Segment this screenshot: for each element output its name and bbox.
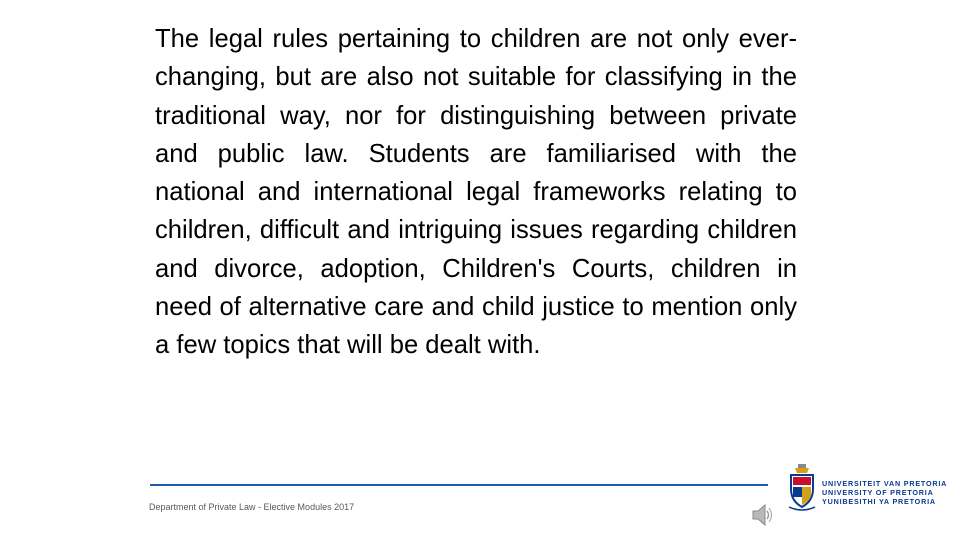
- university-names: [822, 479, 947, 506]
- slide-body-text: The legal rules pertaining to children are not only ever-changing, but are also not suitable for classifying in the traditional way, nor for distinguishing between private and public law. Students are familiarised with the national and international legal frameworks relating to children, difficult and intriguing issues regarding children and divorce, adoption, Children's Courts, children in need of alternative care and child justice to mention only a few topics that will be dealt with.: [155, 25, 797, 360]
- footer-text: Department of Private Law - Elective Modules 2017: [149, 502, 355, 512]
- speaker-icon[interactable]: [751, 502, 773, 533]
- footer-divider: [150, 484, 768, 486]
- university-name-english: UNIVERSITY OF PRETORIA: [822, 488, 934, 497]
- crest-icon: [785, 463, 819, 513]
- university-name-afrikaans: UNIVERSITEIT VAN PRETORIA: [822, 479, 948, 488]
- university-name-sepedi: YUNIBESITHI YA PRETORIA: [822, 497, 936, 506]
- university-logo: [785, 463, 948, 513]
